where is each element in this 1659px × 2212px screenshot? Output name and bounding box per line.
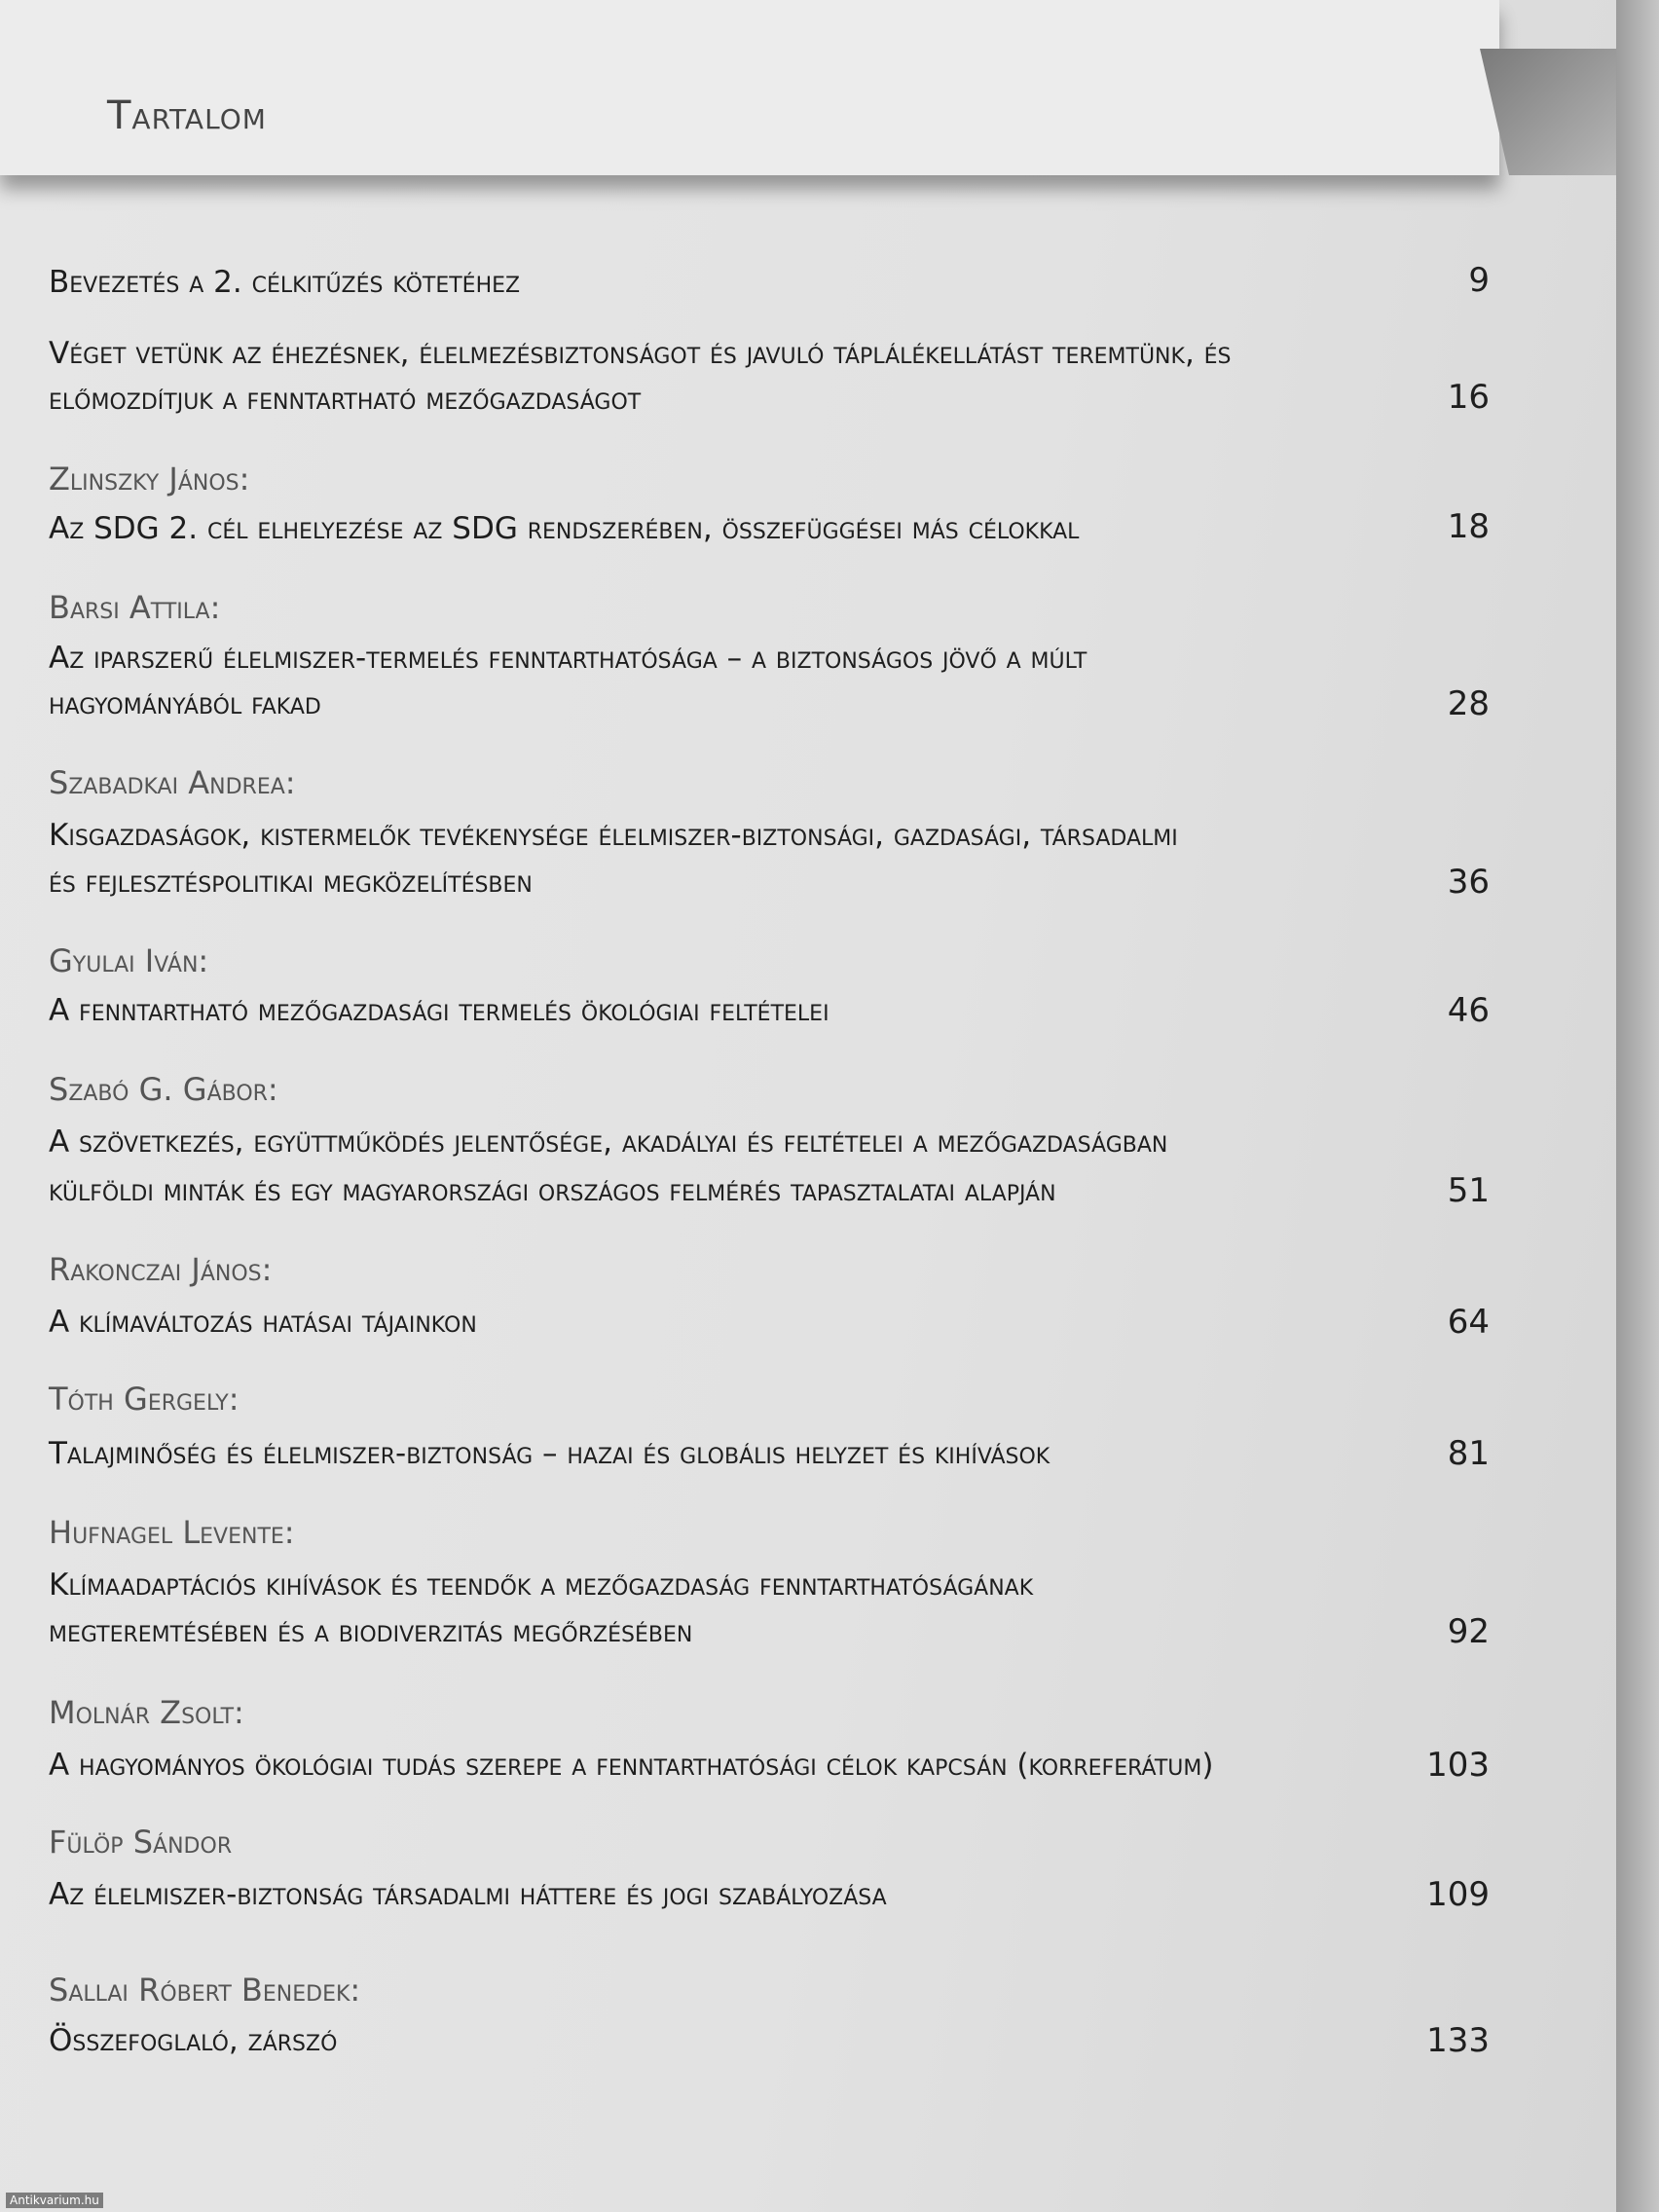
toc-page-number: 81 [1447,1434,1490,1473]
toc-page-number: 46 [1447,991,1490,1030]
toc-page-number: 36 [1447,863,1490,902]
toc-page-number: 51 [1447,1171,1490,1210]
toc-author: Zlinszky János: [49,461,250,498]
toc-title-line: A klímaváltozás hatásai tájainkon [49,1305,477,1340]
toc-title-line: Bevezetés a 2. célkitűzés kötetéhez [49,265,521,300]
toc-title-line: Kisgazdaságok, kistermelők tevékenysége élelmiszer-biztonsági, gazdasági, társadalmi [49,818,1178,853]
toc-page-number: 16 [1447,378,1490,417]
toc-title-line: külföldi minták és egy magyarországi országos felmérés tapasztalatai alapján [49,1173,1056,1208]
toc-page-number: 103 [1426,1746,1490,1785]
book-edge [1616,0,1659,2212]
toc-page-number: 18 [1447,507,1490,546]
toc-author: Szabó G. Gábor: [49,1071,278,1108]
toc-title-line: Véget vetünk az éhezésnek, élelmezésbiztonságot és javuló táplálékellátást teremtünk, és [49,336,1232,371]
toc-page-number: 133 [1426,2021,1490,2060]
toc-title-line: és fejlesztéspolitikai megközelítésben [49,865,533,900]
toc-title-line: Az élelmiszer-biztonság társadalmi háttere és jogi szabályozása [49,1877,887,1912]
toc-title-line: A hagyományos ökológiai tudás szerepe a fenntarthatósági célok kapcsán (korreferátum) [49,1748,1214,1783]
watermark: Antikvarium.hu [6,2193,103,2208]
toc-author: Rakonczai János: [49,1251,273,1288]
toc-author: Molnár Zsolt: [49,1694,244,1731]
toc-page-number: 92 [1447,1612,1490,1651]
toc-title-line: megteremtésében és a biodiverzitás megőrzésében [49,1614,693,1649]
toc-author: Gyulai Iván: [49,942,209,979]
toc-title-line: A szövetkezés, együttműködés jelentősége, akadályai és feltételei a mezőgazdaságban [49,1124,1168,1160]
toc-title-line: A fenntartható mezőgazdasági termelés ökológiai feltételei [49,993,830,1028]
toc-page-number: 109 [1426,1875,1490,1914]
toc-title-line: hagyományából fakad [49,686,321,721]
toc-title-line: Talajminőség és élelmiszer-biztonság – hazai és globális helyzet és kihívások [49,1436,1051,1471]
toc-author: Hufnagel Levente: [49,1514,295,1551]
toc-author: Barsi Attila: [49,589,221,626]
page-title: Tartalom [107,93,267,138]
toc-page-number: 64 [1447,1303,1490,1342]
toc-title-line: Klímaadaptációs kihívások és teendők a mezőgazdaság fenntarthatóságának [49,1567,1034,1603]
toc-author: Fülöp Sándor [49,1824,233,1861]
toc-author: Sallai Róbert Benedek: [49,1972,361,2009]
toc-page-number: 9 [1468,261,1490,300]
toc-page-number: 28 [1447,684,1490,723]
toc-title-line: Összefoglaló, zárszó [49,2023,338,2058]
toc-author: Szabadkai Andrea: [49,764,296,801]
toc-title-line: előmozdítjuk a fenntartható mezőgazdaságot [49,382,642,417]
toc-author: Tóth Gergely: [49,1381,240,1418]
toc-title-line: Az SDG 2. cél elhelyezése az SDG rendszerében, összefüggései más célokkal [49,511,1080,546]
toc-title-line: Az iparszerű élelmiszer-termelés fenntarthatósága – a biztonságos jövő a múlt [49,641,1088,676]
